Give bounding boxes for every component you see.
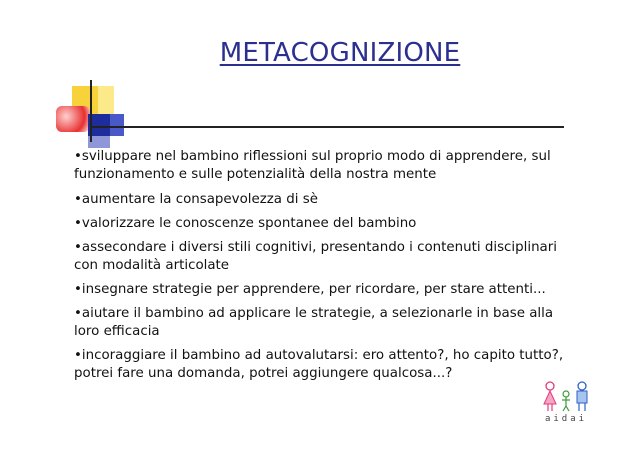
bullet-item: •assecondare i diversi stili cognitivi, presentando i contenuti disciplinari con modalità articolate	[74, 240, 557, 273]
decorative-blocks-icon	[52, 80, 132, 150]
light-yellow-block	[98, 86, 114, 114]
logo-text: aidai	[544, 414, 588, 424]
bullet-item: •insegnare strategie per apprendere, per ricordare, per stare attenti...	[74, 282, 546, 297]
aidai-logo	[540, 380, 592, 426]
children-figures-icon	[540, 380, 592, 414]
bullet-item: •sviluppare nel bambino riflessioni sul proprio modo di apprendere, sul funzionamento e sulle potenzialità della nostra mente	[74, 149, 551, 182]
bullet-item: •aumentare la consapevolezza di sè	[74, 192, 318, 207]
bullet-list	[74, 148, 574, 389]
vertical-rule	[90, 80, 92, 142]
horizontal-rule	[90, 126, 564, 128]
bullet-item: •valorizzare le conoscenze spontanee del bambino	[74, 216, 417, 231]
light-blue-block	[110, 114, 124, 136]
bullet-item: •aiutare il bambino ad applicare le strategie, a selezionarle in base alla loro efficacia	[74, 306, 554, 339]
bullet-item: •incoraggiare il bambino ad autovalutarsi: ero attento?, ho capito tutto?, potrei fare una domanda, potrei aggiungere qualcosa...?	[74, 348, 564, 381]
red-block	[56, 106, 90, 132]
slide-title: METACOGNIZIONE	[219, 38, 461, 68]
